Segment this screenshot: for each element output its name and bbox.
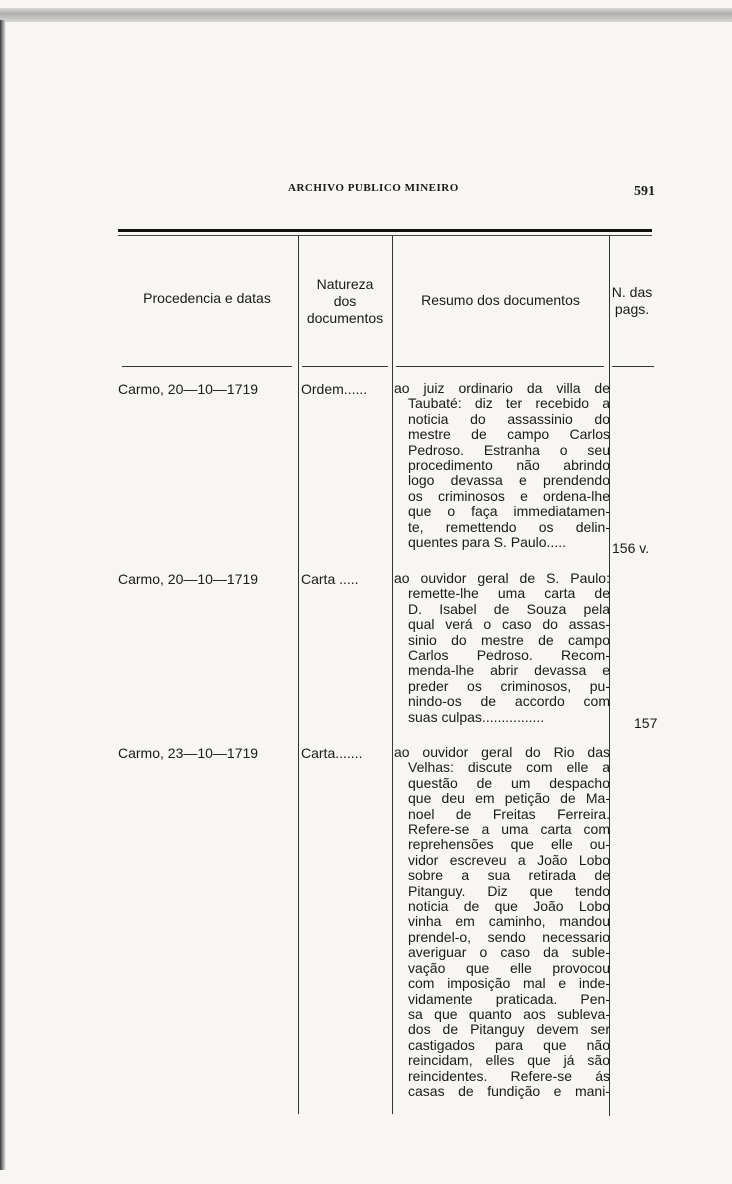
- header-natureza: [298, 276, 392, 327]
- resumo-line: Taubaté: diz ter recebido a: [408, 396, 610, 412]
- resumo-line: averiguar o caso da suble-: [408, 945, 610, 961]
- column-divider-2: [392, 236, 393, 1114]
- resumo-line: suas culpas................: [408, 709, 545, 725]
- header-natureza-line: Natureza: [316, 276, 374, 292]
- resumo-line: vinha em caminho, mandou: [408, 914, 610, 930]
- resumo-line: casas de fundição e mani-: [408, 1083, 610, 1099]
- resumo-line: menda-lhe abrir devassa e: [408, 663, 610, 679]
- resumo-line: noel de Freitas Ferreira.: [408, 806, 610, 822]
- entry-resumo: [394, 571, 610, 725]
- header-underline: [122, 366, 292, 367]
- resumo-line: que deu em petição de Ma-: [408, 791, 610, 807]
- resumo-line: logo devassa e prendendo: [408, 473, 610, 489]
- resumo-line: qual verá o caso do assas-: [408, 617, 610, 633]
- resumo-line: ao ouvidor geral de S. Paulo:: [394, 571, 610, 586]
- scan-binding-edge: [0, 20, 6, 1170]
- header-underline: [302, 366, 388, 367]
- resumo-line: Velhas: discute com elle a: [408, 760, 610, 776]
- entry-paginas: 156 v.: [612, 540, 650, 556]
- entry-resumo: [394, 381, 610, 550]
- header-underline: [396, 366, 604, 367]
- resumo-line: que o faça immediatamen-: [408, 504, 610, 520]
- resumo-line: castigados para que não: [408, 1037, 610, 1053]
- resumo-line: remette-lhe uma carta de: [408, 586, 610, 602]
- resumo-line: vidamente praticada. Pen-: [408, 991, 610, 1007]
- header-resumo: Resumo dos documentos: [421, 292, 580, 308]
- header-paginas-line: N. das: [611, 284, 653, 300]
- resumo-line: procedimento não abrindo: [408, 458, 610, 474]
- column-divider-1: [298, 236, 299, 1114]
- resumo-line: noticia do assassinio do: [408, 411, 610, 427]
- resumo-line: vidor escreveu a João Lobo: [408, 852, 610, 868]
- resumo-line: prendel-o, sendo necessario: [408, 929, 610, 945]
- entry-resumo: [394, 745, 610, 1099]
- resumo-line: vação que elle provocou: [408, 960, 610, 976]
- scan-top-edge: [0, 8, 732, 22]
- resumo-line: reincidentes. Refere-se ás: [408, 1068, 610, 1084]
- header-paginas: [609, 284, 655, 318]
- header-natureza-line: dos: [333, 293, 357, 309]
- resumo-line: ao ouvidor geral do Rio das: [394, 745, 610, 760]
- entry-natureza: Carta.......: [301, 745, 363, 761]
- table-top-rule-thin: [118, 235, 652, 236]
- resumo-line: te, remettendo os delin-: [408, 519, 610, 535]
- resumo-line: sobre a sua retirada de: [408, 868, 610, 884]
- resumo-line: questão de um despacho: [408, 775, 610, 791]
- entry-procedencia: Carmo, 20—10—1719: [118, 571, 259, 587]
- resumo-line: Pitanguy. Diz que tendo: [408, 883, 610, 899]
- resumo-line: dos de Pitanguy devem ser: [408, 1022, 610, 1038]
- header-procedencia: Procedencia e datas: [143, 290, 271, 306]
- resumo-line: nindo-os de accordo com: [408, 694, 610, 710]
- entry-procedencia: Carmo, 23—10—1719: [118, 745, 259, 761]
- running-title: ARCHIVO PUBLICO MINEIRO: [288, 182, 459, 194]
- header-paginas-line: pags.: [614, 301, 650, 317]
- resumo-line: com imposição mal e inde-: [408, 976, 610, 992]
- resumo-line: Refere-se a uma carta com: [408, 822, 610, 838]
- entry-natureza: Carta .....: [301, 571, 359, 587]
- entry-paginas: 157: [634, 715, 658, 731]
- resumo-line: reincidam, elles que já são: [408, 1053, 610, 1069]
- resumo-line: noticia de que João Lobo: [408, 899, 610, 915]
- entry-natureza: Ordem......: [301, 381, 368, 397]
- resumo-line: ao juiz ordinario da villa de: [394, 381, 610, 396]
- entry-procedencia: Carmo, 20—10—1719: [118, 381, 259, 397]
- table-top-rule: [118, 229, 652, 232]
- resumo-line: sa que quanto aos subleva-: [408, 1006, 610, 1022]
- resumo-line: Pedroso. Estranha o seu: [408, 442, 610, 458]
- header-natureza-line: documentos: [306, 310, 384, 326]
- resumo-line: reprehensões que elle ou-: [408, 837, 610, 853]
- resumo-line: preder os criminosos, pu-: [408, 678, 610, 694]
- resumo-line: sinio do mestre de campo: [408, 632, 610, 648]
- resumo-line: D. Isabel de Souza pela: [408, 601, 610, 617]
- resumo-line: mestre de campo Carlos: [408, 427, 610, 443]
- resumo-line: quentes para S. Paulo.....: [408, 535, 566, 551]
- page-number: 591: [634, 184, 655, 199]
- resumo-line: Carlos Pedroso. Recom-: [408, 648, 610, 664]
- resumo-line: os criminosos e ordena-lhe: [408, 488, 610, 504]
- header-underline: [612, 366, 654, 367]
